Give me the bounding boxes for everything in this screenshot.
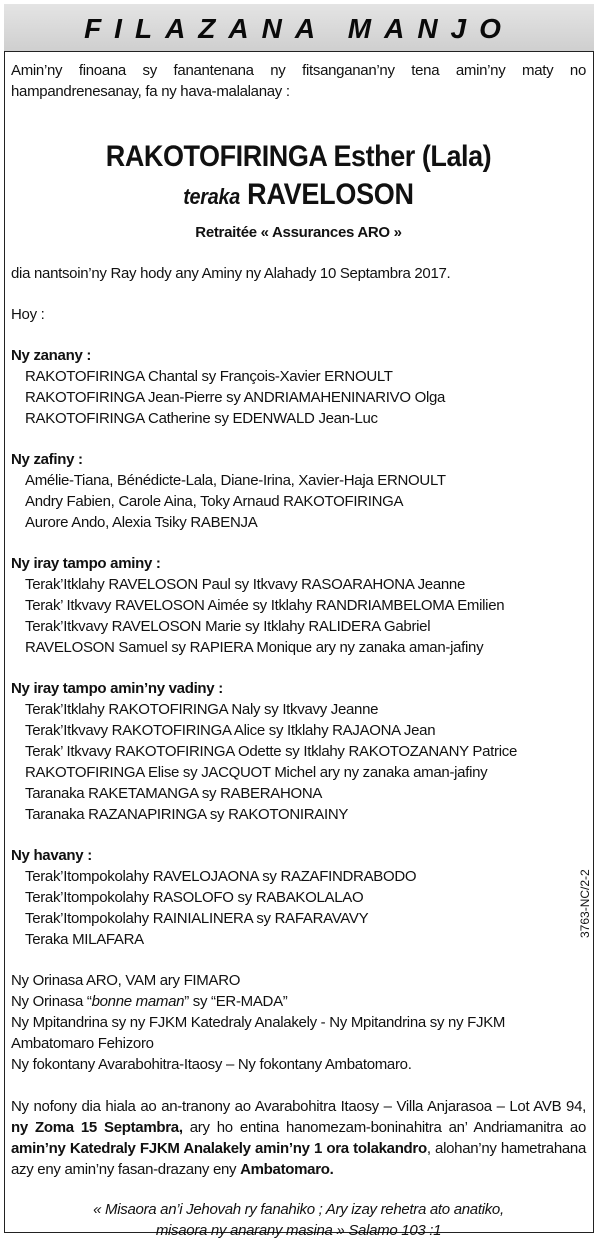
date-line: dia nantsoin’ny Ray hody any Aminy ny Alahady 10 Septambra 2017. [11,265,451,282]
section-children [11,345,586,429]
quote-line: « Misaora an’i Jehovah ry fanahiko ; Ary izay rehetra ato anatiko, [93,1201,504,1218]
list-item: Terak’Itklahy RAVELOSON Paul sy Itkvavy RASOARAHONA Jeanne [25,576,465,593]
list-item: Andry Fabien, Carole Aina, Toky Arnaud RAKOTOFIRINGA [25,493,404,510]
org-line: Ny Orinasa ARO, VAM ary FIMARO [11,972,241,989]
list-item: Teraka MILAFARA [25,931,144,948]
organizations [11,970,586,1075]
list-item: Taranaka RAKETAMANGA sy RABERAHONA [25,785,323,802]
notice-body [11,60,586,1241]
hoy-label: Hoy : [11,306,45,323]
funeral-details: Ny nofony dia hiala ao an-tranony ao Avarabohitra Itaosy – Villa Anjarasoa – Lot AVB 94, ny Zoma 15 Septambra, ary ho entina hanomezam-boninahitra an’ Andriamanitra ao amin’ny Katedraly FJKM Analakely amin’ny 1 ora tolakandro, alohan’ny hametrahana azy eny amin’ny fasan-drazany eny Ambatomaro. [11,1098,587,1178]
list-item: Taranaka RAZANAPIRINGA sy RAKOTONIRAINY [25,806,349,823]
section-grandchildren [11,449,586,533]
deceased-title: Retraitée « Assurances ARO » [195,224,402,241]
list-item: RAKOTOFIRINGA Jean-Pierre sy ANDRIAMAHENINARIVO Olga [25,389,446,406]
list-item: Terak’Itklahy RAKOTOFIRINGA Naly sy Itkvavy Jeanne [25,701,379,718]
list-item: Terak’Itompokolahy RAVELOJAONA sy RAZAFINDRABODO [25,868,417,885]
list-item: Aurore Ando, Alexia Tsiky RABENJA [25,514,258,531]
reference-code: 3763-NC/2-2 [578,869,592,938]
list-item: Terak’ Itkvavy RAVELOSON Aimée sy Itklahy RANDRIAMBELOMA Emilien [25,597,505,614]
list-item: RAKOTOFIRINGA Chantal sy François-Xavier ERNOULT [25,368,393,385]
section-siblings [11,553,586,658]
deceased-name: RAKOTOFIRINGA Esther (Lala) [105,140,492,173]
list-item: Terak’ Itkvavy RAKOTOFIRINGA Odette sy Itklahy RAKOTOZANANY Patrice [25,743,517,760]
section-title: Ny havany : [11,847,92,864]
section-title: Ny zanany : [11,347,92,364]
section-relatives [11,845,586,950]
list-item: Terak’Itompokolahy RAINIALINERA sy RAFARAVAVY [25,910,369,927]
org-line: Ny Mpitandrina sy ny FJKM Katedraly Analakely - Ny Mpitandrina sy ny FJKM Ambatomaro Fehizoro [11,1014,506,1052]
list-item: Amélie-Tiana, Bénédicte-Lala, Diane-Irina, Xavier-Haja ERNOULT [25,472,446,489]
quote-line: misaora ny anarany masina » Salamo 103 :1 [155,1222,442,1239]
spouse-name: RAVELOSON [247,178,414,211]
list-item: Terak’Itkvavy RAVELOSON Marie sy Itklahy RALIDERA Gabriel [25,618,431,635]
list-item: Terak’Itkvavy RAKOTOFIRINGA Alice sy Itklahy RAJAONA Jean [25,722,436,739]
scripture-quote [11,1199,586,1241]
list-item: RAVELOSON Samuel sy RAPIERA Monique ary ny zanaka aman-jafiny [25,639,484,656]
section-title: Ny zafiny : [11,451,83,468]
org-line: Ny Orinasa “bonne maman” sy “ER-MADA” [11,993,288,1010]
section-spouse-siblings [11,678,586,825]
list-item: Terak’Itompokolahy RASOLOFO sy RABAKOLALAO [25,889,364,906]
spouse-prefix: teraka [183,184,240,209]
list-item: RAKOTOFIRINGA Elise sy JACQUOT Michel ary ny zanaka aman-jafiny [25,764,488,781]
deceased-maiden-line [40,178,558,214]
section-title: Ny iray tampo aminy : [11,555,161,572]
org-line: Ny fokontany Avarabohitra-Itaosy – Ny fokontany Ambatomaro. [11,1056,412,1073]
section-title: Ny iray tampo amin’ny vadiny : [11,680,223,697]
intro-text: Amin’ny finoana sy fanantenana ny fitsanganan’ny tena amin’ny maty no hampandrenesanay, fa ny hava-malalanay : [11,62,586,100]
notice-header: FILAZANA MANJO [4,4,594,52]
list-item: RAKOTOFIRINGA Catherine sy EDENWALD Jean-Luc [25,410,378,427]
